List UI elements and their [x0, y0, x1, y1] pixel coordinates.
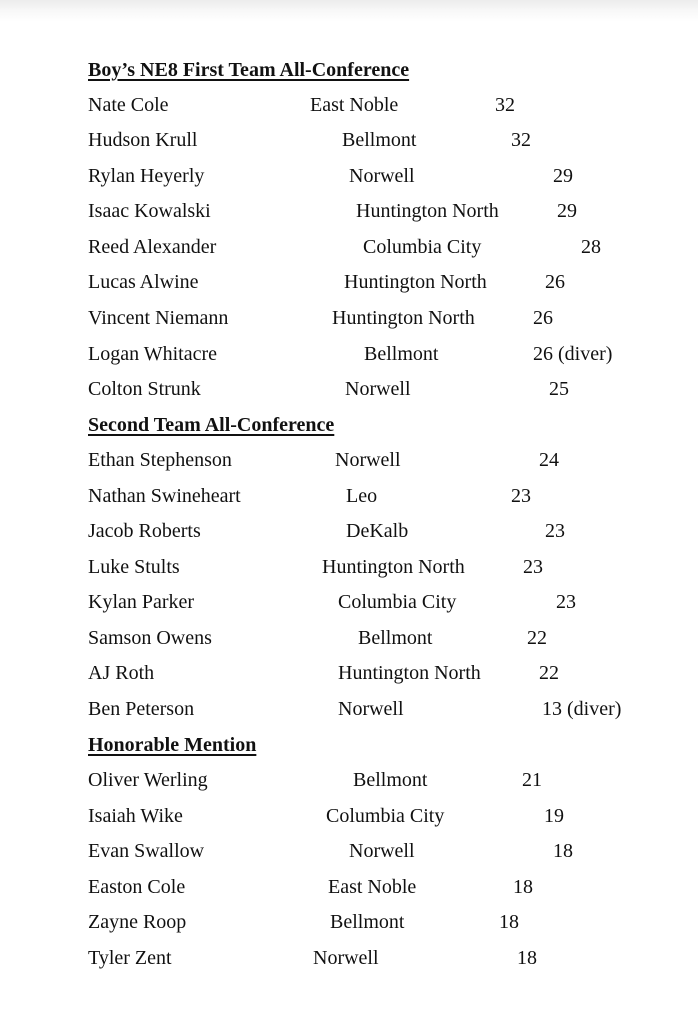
athlete-school: Norwell: [345, 378, 411, 400]
athlete-score: 19: [544, 805, 564, 827]
athlete-score: 26: [533, 307, 553, 329]
athlete-name: Easton Cole: [88, 876, 186, 898]
athlete-name: Reed Alexander: [88, 236, 217, 258]
athlete-school: Huntington North: [344, 271, 487, 293]
athlete-score: 22: [539, 662, 559, 684]
athlete-name: Jacob Roberts: [88, 520, 201, 542]
athlete-name: Ben Peterson: [88, 698, 195, 720]
athlete-score: 23: [511, 485, 531, 507]
athlete-school: Norwell: [338, 698, 404, 720]
athlete-score: 21: [522, 769, 542, 791]
athlete-name: Nate Cole: [88, 94, 169, 116]
athlete-school: East Noble: [328, 876, 417, 898]
athlete-school: Bellmont: [364, 343, 439, 365]
athlete-name: Vincent Niemann: [88, 307, 229, 329]
section-title-first-team: Boy’s NE8 First Team All-Conference: [88, 59, 410, 81]
section-title-second-team: Second Team All-Conference: [88, 414, 335, 436]
athlete-score: 25: [549, 378, 569, 400]
athlete-score: 26 (diver): [533, 343, 613, 365]
athlete-school: Bellmont: [342, 129, 417, 151]
athlete-score: 24: [539, 449, 559, 471]
athlete-name: Rylan Heyerly: [88, 165, 205, 187]
athlete-score: 29: [557, 200, 577, 222]
athlete-score: 32: [511, 129, 531, 151]
athlete-score: 23: [523, 556, 543, 578]
athlete-school: Huntington North: [332, 307, 475, 329]
athlete-name: Nathan Swineheart: [88, 485, 241, 507]
athlete-name: Luke Stults: [88, 556, 180, 578]
athlete-score: 29: [553, 165, 573, 187]
athlete-school: DeKalb: [346, 520, 409, 542]
athlete-school: Norwell: [349, 840, 415, 862]
athlete-school: Bellmont: [330, 911, 405, 933]
athlete-score: 18: [499, 911, 519, 933]
athlete-school: Norwell: [335, 449, 401, 471]
athlete-name: Logan Whitacre: [88, 343, 218, 365]
athlete-name: Kylan Parker: [88, 591, 195, 613]
athlete-school: Columbia City: [338, 591, 457, 613]
athlete-score: 23: [556, 591, 576, 613]
athlete-name: Samson Owens: [88, 627, 212, 649]
athlete-score: 13 (diver): [542, 698, 622, 720]
athlete-school: Norwell: [349, 165, 415, 187]
page-top-shadow: [0, 0, 698, 22]
athlete-school: Norwell: [313, 947, 379, 969]
athlete-name: Isaac Kowalski: [88, 200, 211, 222]
athlete-school: East Noble: [310, 94, 399, 116]
athlete-score: 18: [513, 876, 533, 898]
athlete-score: 18: [517, 947, 537, 969]
athlete-score: 26: [545, 271, 565, 293]
athlete-name: Oliver Werling: [88, 769, 208, 791]
athlete-name: AJ Roth: [88, 662, 155, 684]
athlete-school: Leo: [346, 485, 378, 507]
athlete-name: Isaiah Wike: [88, 805, 183, 827]
athlete-score: 28: [581, 236, 601, 258]
athlete-school: Columbia City: [326, 805, 445, 827]
athlete-school: Bellmont: [358, 627, 433, 649]
athlete-score: 23: [545, 520, 565, 542]
athlete-name: Colton Strunk: [88, 378, 201, 400]
athlete-school: Columbia City: [363, 236, 482, 258]
athlete-school: Huntington North: [356, 200, 499, 222]
athlete-score: 32: [495, 94, 515, 116]
athlete-school: Huntington North: [338, 662, 481, 684]
athlete-name: Ethan Stephenson: [88, 449, 232, 471]
athlete-name: Zayne Roop: [88, 911, 187, 933]
athlete-school: Huntington North: [322, 556, 465, 578]
section-title-honorable-mention: Honorable Mention: [88, 734, 257, 756]
athlete-name: Lucas Alwine: [88, 271, 199, 293]
athlete-name: Tyler Zent: [88, 947, 172, 969]
athlete-name: Hudson Krull: [88, 129, 198, 151]
athlete-score: 22: [527, 627, 547, 649]
athlete-school: Bellmont: [353, 769, 428, 791]
athlete-name: Evan Swallow: [88, 840, 205, 862]
athlete-score: 18: [553, 840, 573, 862]
